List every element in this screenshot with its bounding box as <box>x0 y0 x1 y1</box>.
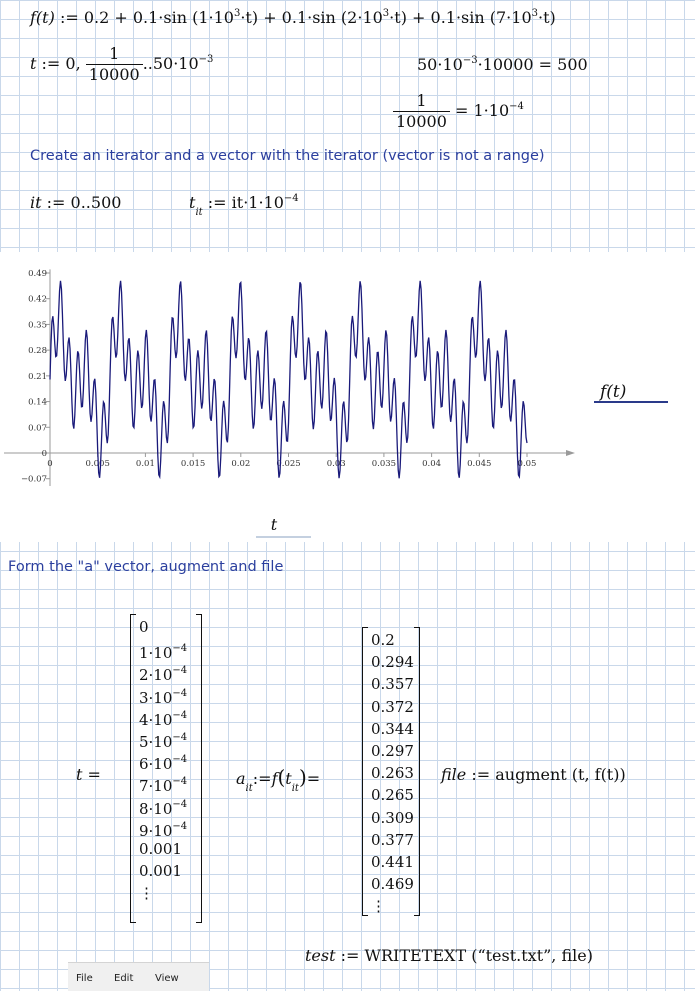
a-vector-cell: 0.2 <box>371 631 395 649</box>
t-vector-cell: $5\cdot 10^{-4}$ <box>139 731 188 751</box>
step-exp: −4 <box>509 101 524 112</box>
t-range-end: ..50·10 <box>142 54 199 73</box>
f-definition[interactable] <box>30 8 556 27</box>
step-eq: = <box>455 101 469 120</box>
x-tick-label: 0.035 <box>371 459 397 469</box>
file-op: := <box>471 765 491 784</box>
iterator-definition[interactable] <box>30 193 121 212</box>
t-range-op: := <box>41 54 61 73</box>
x-tick-label: 0.015 <box>180 459 206 469</box>
count-rest: ·10000 <box>477 55 534 74</box>
t-vector-cell: $3\cdot 10^{-4}$ <box>139 687 188 707</box>
a-vector-matrix[interactable] <box>362 627 420 916</box>
step-calculation[interactable] <box>393 91 524 132</box>
y-tick-label: 0.07 <box>28 423 47 434</box>
t-it-sub: it <box>195 207 203 218</box>
it-rhs: 0..500 <box>70 193 122 212</box>
plot-region[interactable] <box>0 252 695 542</box>
y-tick-label: 0.28 <box>28 346 47 357</box>
y-tick-label: 0.21 <box>28 371 47 382</box>
t-vector-cell: $1\cdot 10^{-4}$ <box>139 643 188 663</box>
t-range-frac-den: 10000 <box>88 65 140 84</box>
a-vector-cell: 0.357 <box>371 675 414 694</box>
menu-view[interactable]: View <box>155 973 179 984</box>
menu-edit[interactable]: Edit <box>114 973 134 984</box>
iterator-note[interactable]: Create an iterator and a vector with the iterator (vector is not a range) <box>30 148 545 164</box>
a-eq: = <box>306 769 321 788</box>
t-range-start: 0, <box>65 54 81 73</box>
it-op: := <box>46 193 66 212</box>
a-vector-cell: 0.294 <box>371 653 414 672</box>
a-sub: it <box>245 783 253 794</box>
step-frac-num: 1 <box>393 91 450 112</box>
t-it-rhs: it·1·10 <box>231 193 284 212</box>
t-vector-cell: 0.001 <box>139 839 182 858</box>
f-def-exp-2: 3 <box>382 8 390 19</box>
a-rhs-fn: f <box>271 769 278 788</box>
a-rhs-arg-sub: it <box>291 783 299 794</box>
count-result: 500 <box>557 55 588 74</box>
a-definition[interactable]: $a_{it}:=f(t_{it})=$ <box>236 765 321 794</box>
t-range-frac-num: 1 <box>86 44 143 65</box>
t-vector-cell: 0 <box>139 618 149 636</box>
t-vector-cell: $7\cdot 10^{-4}$ <box>139 776 188 796</box>
file-lhs: file <box>441 765 467 784</box>
test-definition[interactable] <box>305 946 593 965</box>
a-vector-cell: 0.265 <box>371 786 414 805</box>
x-tick-label: 0.005 <box>85 459 110 469</box>
test-rhs: WRITETEXT (“test.txt”, file) <box>364 946 593 965</box>
t-vector-cell: $8\cdot 10^{-4}$ <box>139 798 188 818</box>
t-range-end-exp: −3 <box>198 54 214 65</box>
t-vector-cell: $9\cdot 10^{-4}$ <box>139 820 188 840</box>
a-vector-cells <box>362 627 420 917</box>
a-vector-cell: 0.441 <box>371 852 414 871</box>
t-vector-cell: $2\cdot 10^{-4}$ <box>139 665 188 685</box>
x-tick-label: 0.05 <box>517 459 537 469</box>
x-tick-label: 0.025 <box>276 459 301 469</box>
y-tick-label: 0 <box>41 449 47 459</box>
x-axis-label: t <box>270 515 278 534</box>
a-vector-cell: 0.377 <box>371 830 414 849</box>
test-op: := <box>340 946 360 965</box>
f-def-rhs-3: ·t) + 0.1·sin (7·10 <box>389 8 532 27</box>
t-vector-cells <box>130 614 202 904</box>
y-tick-label: 0.35 <box>28 320 47 331</box>
step-frac-den: 10000 <box>396 112 447 131</box>
f-def-exp-3: 3 <box>531 8 538 19</box>
x-tick-label: 0.04 <box>422 459 442 469</box>
a-vector-cell: 0.372 <box>371 697 414 716</box>
a-vector-cell: 0.297 <box>371 741 414 760</box>
step-result: 1·10 <box>473 101 510 120</box>
count-eq: = <box>538 55 553 74</box>
legend-label: f(t) <box>600 382 627 402</box>
right-bracket <box>196 614 202 923</box>
f-def-rhs-4: ·t) <box>538 8 556 27</box>
it-lhs: it <box>30 193 42 212</box>
a-vector-cell: 0.469 <box>371 875 414 894</box>
a-vector-cell: 0.309 <box>371 808 414 827</box>
augment-note[interactable]: Form the "a" vector, augment and file <box>8 559 284 575</box>
file-definition[interactable] <box>441 765 626 784</box>
x-tick-label: 0.02 <box>231 459 251 469</box>
file-rhs: augment (t, f(t)) <box>495 765 626 784</box>
f-def-lhs: f(t) <box>30 8 55 27</box>
t-range-definition[interactable] <box>30 44 213 85</box>
x-tick-label: 0 <box>47 459 53 469</box>
x-tick-label: 0.01 <box>135 459 155 469</box>
a-rhs-arg: t <box>285 769 292 788</box>
count-calculation[interactable] <box>417 55 588 74</box>
test-lhs: test <box>305 946 336 965</box>
t-vector-cell: $6\cdot 10^{-4}$ <box>139 754 188 774</box>
right-bracket <box>414 627 420 916</box>
t-vector-matrix[interactable] <box>130 614 202 923</box>
y-tick-label: 0.42 <box>28 294 47 305</box>
t-vector-cell: 0.001 <box>139 862 182 881</box>
series-line-f <box>50 281 527 478</box>
t-vector-eval[interactable] <box>76 765 101 784</box>
f-def-rhs-1: 0.2 + 0.1·sin (1·10 <box>83 8 234 27</box>
xy-plot[interactable] <box>0 252 695 542</box>
left-bracket <box>362 627 368 916</box>
step-fraction <box>393 91 450 132</box>
a-lhs: a <box>236 769 246 788</box>
f-def-rhs-2: ·t) + 0.1·sin (2·10 <box>240 8 383 27</box>
x-tick-label: 0.03 <box>326 459 346 469</box>
left-bracket <box>130 614 136 923</box>
count-expr: 50·10 <box>417 55 463 74</box>
t-range-lhs: t <box>30 54 37 73</box>
t-it-definition[interactable] <box>189 193 299 218</box>
y-tick-label: 0.14 <box>28 397 47 408</box>
menu-file[interactable]: File <box>76 973 93 984</box>
y-tick-label: −0.07 <box>20 474 47 485</box>
t-vector-lhs: t <box>76 765 83 784</box>
count-exp: −3 <box>462 55 478 66</box>
f-def-op: := <box>59 8 79 27</box>
a-vector-cell: 0.263 <box>371 764 414 783</box>
f-def-exp-1: 3 <box>233 8 241 19</box>
t-it-lhs: t <box>189 193 196 212</box>
t-it-op: := <box>207 193 227 212</box>
t-vector-cell: $4\cdot 10^{-4}$ <box>139 709 188 729</box>
a-vector-cell: 0.344 <box>371 719 414 738</box>
menu-bar <box>68 962 209 991</box>
t-range-step-fraction <box>86 44 143 85</box>
x-axis-arrow <box>566 450 575 456</box>
t-it-exp: −4 <box>283 193 299 204</box>
y-tick-label: 0.49 <box>28 269 47 279</box>
a-vector-cell: ⋮ <box>371 897 386 916</box>
a-op: := <box>252 769 272 788</box>
t-vector-eq: = <box>87 765 101 784</box>
t-vector-cell: ⋮ <box>139 884 154 903</box>
x-tick-label: 0.045 <box>467 459 492 469</box>
